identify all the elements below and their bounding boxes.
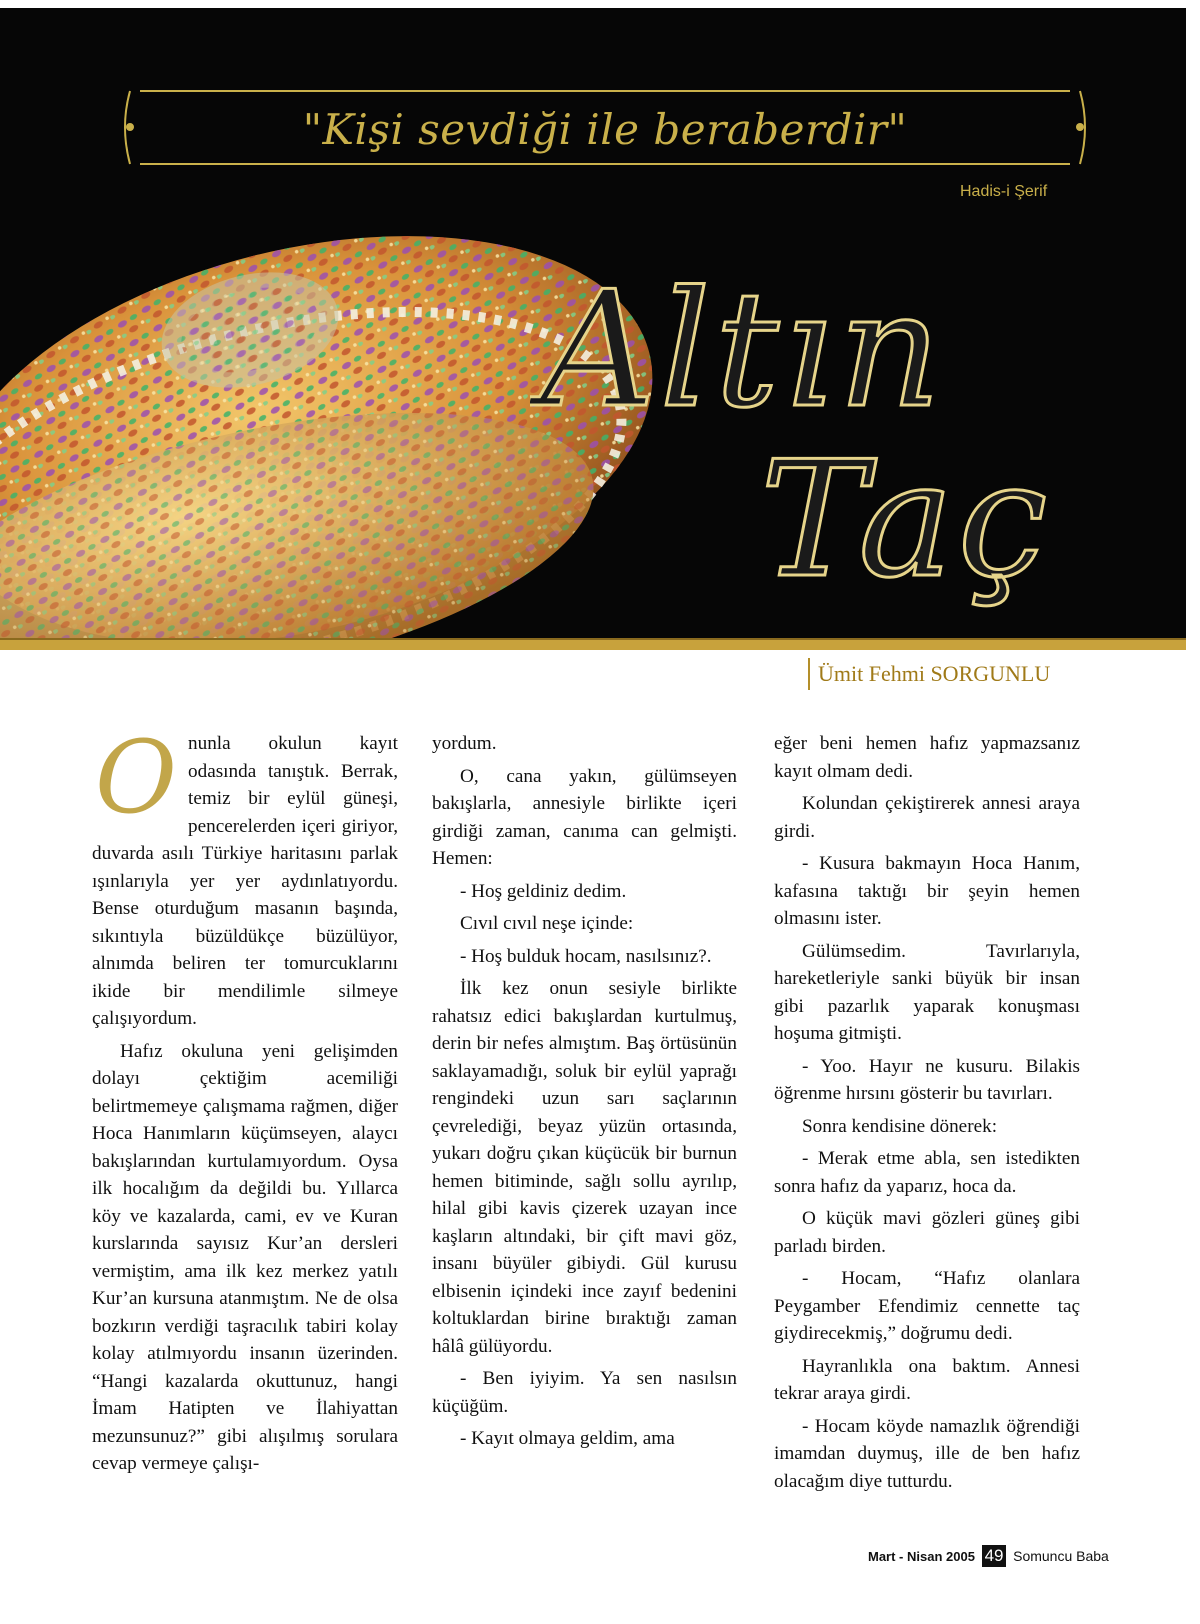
quote-source: Hadis-i Şerif (960, 183, 1048, 200)
paragraph: Kolundan çekiştirerek annesi araya girdi. (774, 793, 1080, 842)
header-banner (0, 0, 1200, 650)
paragraph: İlk kez onun sesiyle birlikte rahatsız edici bakışlardan kurtulmuş, derin bir nefes almıştım. Baş örtüsünün saklayamadığı, soluk bir eylül yaprağı rengindeki uzun sarı saçlarının çevrelediği, beyaz yüzün ortasında, yukarı doğru çıkan küçücük bir burnun hemen bitiminde, sağlı sollu ayrılıp, hilal gibi kavis çizerek uzayan ince kaşların altındaki, bir çift mavi göz, insanı büyüler gibiydi. Gül kurusu elbisenin içindeki ince zayıf bedenini koltuklardan birine bıraktığı zaman hâlâ gülüyordu. (432, 978, 737, 1357)
page-number: 49 (982, 1545, 1007, 1567)
gold-rule (0, 640, 1186, 650)
paragraph: eğer beni hemen hafız yapmazsanız kayıt olmam dedi. (774, 733, 1080, 782)
paragraph: Hayranlıkla ona baktım. Annesi tekrar araya girdi. (774, 1355, 1080, 1404)
paragraph: - Yoo. Hayır ne kusuru. Bilakis öğrenme hırsını gösterir bu tavırları. (774, 1055, 1080, 1104)
paragraph: - Hoş geldiniz dedim. (460, 880, 627, 902)
issue-date: Mart - Nisan 2005 (868, 1548, 975, 1564)
paragraph: Hafız okuluna yeni gelişimden dolayı çektiğim acemiliği belirtmemeye çalışmama rağmen, diğer Hoca Hanımların küçümseyen, alaycı bakışlarından kurtulamıyordum. Oysa ilk hocalığım da değildi bu. Yıllarca köy ve kazalarda, cami, ev ve Kuran kurslarında sayısız Kur’an dersleri vermiştim, ama ilk kez merkez yatılı Kur’an kursuna atanmıştım. Ne de olsa bozkırın verdiği taşracılık tabiri kolay kolay atılmıyordu insanın üzerinden. “Hangi kazalarda okuttunuz, hangi İmam Hatipten ve İlahiyattan mezunsunuz?” gibi alışılmış sorulara cevap vermeye çalışı- (92, 1040, 398, 1474)
paragraph: Sonra kendisine dönerek: (802, 1115, 998, 1137)
title-line-2: Taç (760, 426, 1052, 610)
page-footer (868, 1545, 1109, 1571)
paragraph: Cıvıl cıvıl neşe içinde: (460, 913, 634, 934)
article-column-3 (774, 730, 1080, 1500)
paragraph: - Kayıt olmaya geldim, ama (460, 1428, 675, 1449)
magazine-name: Somuncu Baba (1013, 1548, 1109, 1564)
page-margin-top (0, 0, 1200, 8)
paragraph: Gülümsedim. Tavırlarıyla, hareketleriyle sanki büyük bir insan gibi pazarlık yaparak konuşması hoşuma gitmişti. (774, 940, 1080, 1044)
article-title (530, 240, 1090, 610)
paragraph: - Hocam, “Hafız olanlara Peygamber Efendimiz cennette taç giydirecekmiş,” doğrumu dedi. (774, 1268, 1080, 1344)
paragraph: - Hoş bulduk hocam, nasılsınız?. (460, 945, 712, 967)
paragraph: nunla okulun kayıt odasında tanıştık. Berrak, temiz bir eylül güneşi, pencerelerden içeri giriyor, duvarda asılı Türkiye haritasını parlak ışınlarıyla yer yer aydınlatıyordu. Bense oturduğum masanın başında, sıkıntıyla büzüldükçe büzülüyor, alnımda beliren ter tomurcuklarını ikide bir mendilimle silmeye çalışıyordum. (92, 733, 398, 1029)
paragraph: - Kusura bakmayın Hoca Hanım, kafasına taktığı bir şeyin hemen olmasını ister. (774, 853, 1080, 929)
article-column-2 (432, 730, 737, 1458)
paragraph: yordum. (432, 733, 497, 754)
paragraph: O, cana yakın, gülümseyen bakışlarla, annesiyle birlikte içeri girdiği zaman, canıma can gelmişti. Hemen: (432, 765, 737, 869)
drop-cap: O (95, 719, 177, 836)
title-line-1: Altın (540, 256, 946, 443)
author-byline: Ümit Fehmi SORGUNLU (808, 658, 1050, 690)
paragraph: - Ben iyiyim. Ya sen nasılsın küçüğüm. (432, 1368, 737, 1417)
paragraph: - Hocam köyde namazlık öğrendiği imamdan duymuş, ille de ben hafız olacağım diye tutturdu. (774, 1415, 1080, 1492)
paragraph: O küçük mavi gözleri güneş gibi parladı birden. (774, 1208, 1080, 1257)
hadith-quote: "Kişi sevdiği ile beraberdir" (302, 105, 908, 154)
article-column-1 (92, 719, 398, 1483)
page-margin-right (1186, 0, 1200, 650)
paragraph: - Merak etme abla, sen istedikten sonra hafız da yaparız, hoca da. (774, 1148, 1080, 1197)
